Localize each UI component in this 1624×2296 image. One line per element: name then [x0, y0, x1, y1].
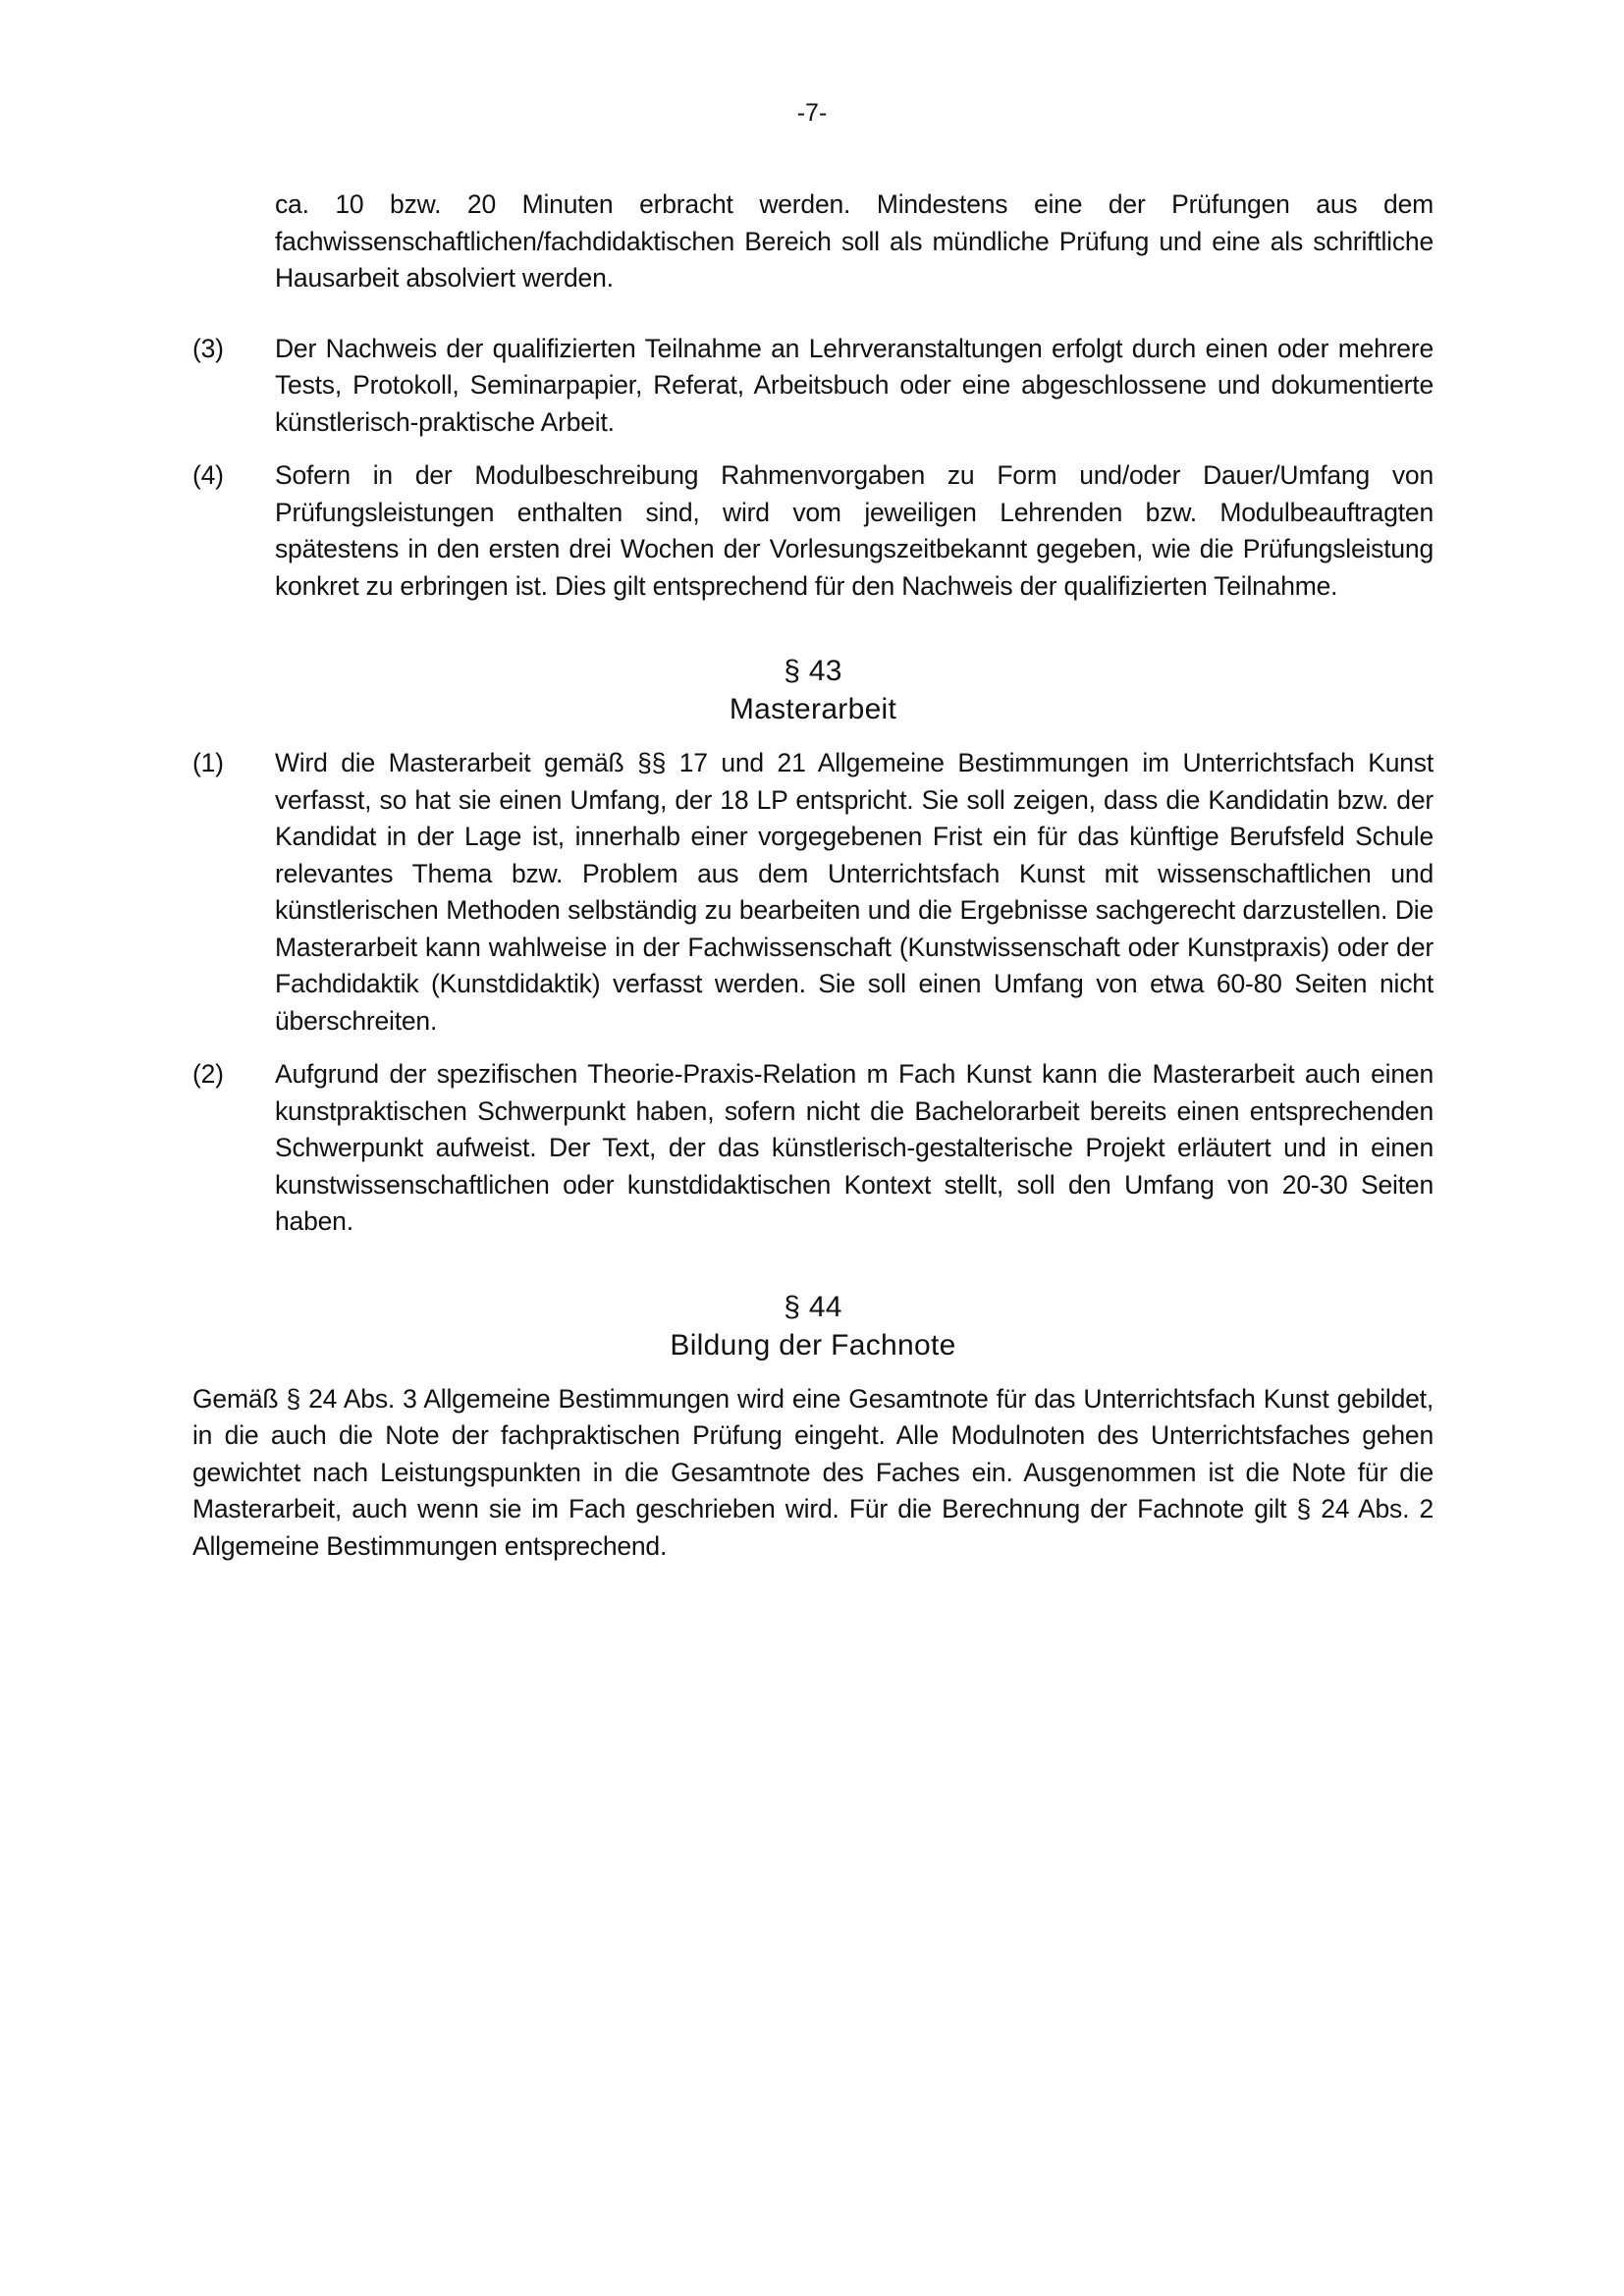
- section-43-paragraph-1: [192, 745, 1434, 1040]
- document-body: [192, 187, 1434, 1565]
- paragraph-number: (2): [192, 1059, 224, 1089]
- section-43-title: Masterarbeit: [729, 693, 897, 725]
- paragraph-text: Sofern in der Modulbeschreibung Rahmenvorgaben zu Form und/oder Dauer/Umfang von Prüfungsleistungen enthalten sind, wird vom jeweiligen Lehrenden bzw. Modulbeauftragten spätestens in den ersten drei Wochen der Vorlesungszeitbekannt gegeben, wie die Prüfungsleistung konkret zu erbringen ist. Dies gilt entsprechend für den Nachweis der qualifizierten Teilnahme.: [275, 460, 1434, 601]
- paragraph-4: [192, 457, 1434, 605]
- continuation-paragraph: [192, 187, 1434, 297]
- paragraph-number: (1): [192, 748, 224, 777]
- paragraph-text: Der Nachweis der qualifizierten Teilnahme an Lehrveranstaltungen erfolgt durch einen oder mehrere Tests, Protokoll, Seminarpapier, Referat, Arbeitsbuch oder eine abgeschlossene und dokumentierte künstlerisch-praktische Arbeit.: [275, 333, 1434, 437]
- section-44-paragraph: Gemäß § 24 Abs. 3 Allgemeine Bestimmungen wird eine Gesamtnote für das Unterrichtsfach Kunst gebildet, in die auch die Note der fachpraktischen Prüfung eingeht. Alle Modulnoten des Unterrichtsfaches gehen gewichtet nach Leistungspunkten in die Gesamtnote des Faches ein. Ausgenommen ist die Note für die Masterarbeit, auch wenn sie im Fach geschrieben wird. Für die Berechnung der Fachnote gilt § 24 Abs. 2 Allgemeine Bestimmungen entsprechend.: [192, 1383, 1434, 1561]
- paragraph-text: ca. 10 bzw. 20 Minuten erbracht werden. Mindestens eine der Prüfungen aus dem fachwissenschaftlichen/fachdidaktischen Bereich soll als mündliche Prüfung und eine als schriftliche Hausarbeit absolviert werden.: [275, 189, 1434, 293]
- paragraph-number: (4): [192, 460, 224, 490]
- page-number: -7-: [796, 99, 828, 127]
- paragraph-text: Aufgrund der spezifischen Theorie-Praxis-Relation m Fach Kunst kann die Masterarbeit auch einen kunstpraktischen Schwerpunkt haben, sofern nicht die Bachelorarbeit bereits einen entsprechenden Schwerpunkt aufweist. Der Text, der das künstlerisch-gestalterische Projekt erläutert und in einen kunstwissenschaftlichen oder kunstdidaktischen Kontext stellt, soll den Umfang von 20-30 Seiten haben.: [275, 1059, 1434, 1236]
- section-44-title: Bildung der Fachnote: [670, 1328, 956, 1362]
- paragraph-text: Wird die Masterarbeit gemäß §§ 17 und 21 Allgemeine Bestimmungen im Unterrichtsfach Kunst verfasst, so hat sie einen Umfang, der 18 LP entspricht. Sie soll zeigen, dass die Kandidatin bzw. der Kandidat in der Lage ist, innerhalb einer vorgegebenen Frist ein für das künftige Berufsfeld Schule relevantes Thema bzw. Problem aus dem Unterrichtsfach Kunst mit wissenschaftlichen und künstlerischen Methoden selbständig zu bearbeiten und die Ergebnisse sachgerecht darzustellen. Die Masterarbeit kann wahlweise in der Fachwissenschaft (Kunstwissenschaft oder Kunstpraxis) oder der Fachdidaktik (Kunstdidaktik) verfasst werden. Sie soll einen Umfang von etwa 60-80 Seiten nicht überschreiten.: [275, 748, 1434, 1036]
- paragraph-3: [192, 331, 1434, 442]
- section-43-paragraph-2: [192, 1056, 1434, 1241]
- section-44-number: § 44: [784, 1290, 842, 1323]
- paragraph-number: (3): [192, 333, 224, 363]
- section-43-number: § 43: [784, 655, 842, 687]
